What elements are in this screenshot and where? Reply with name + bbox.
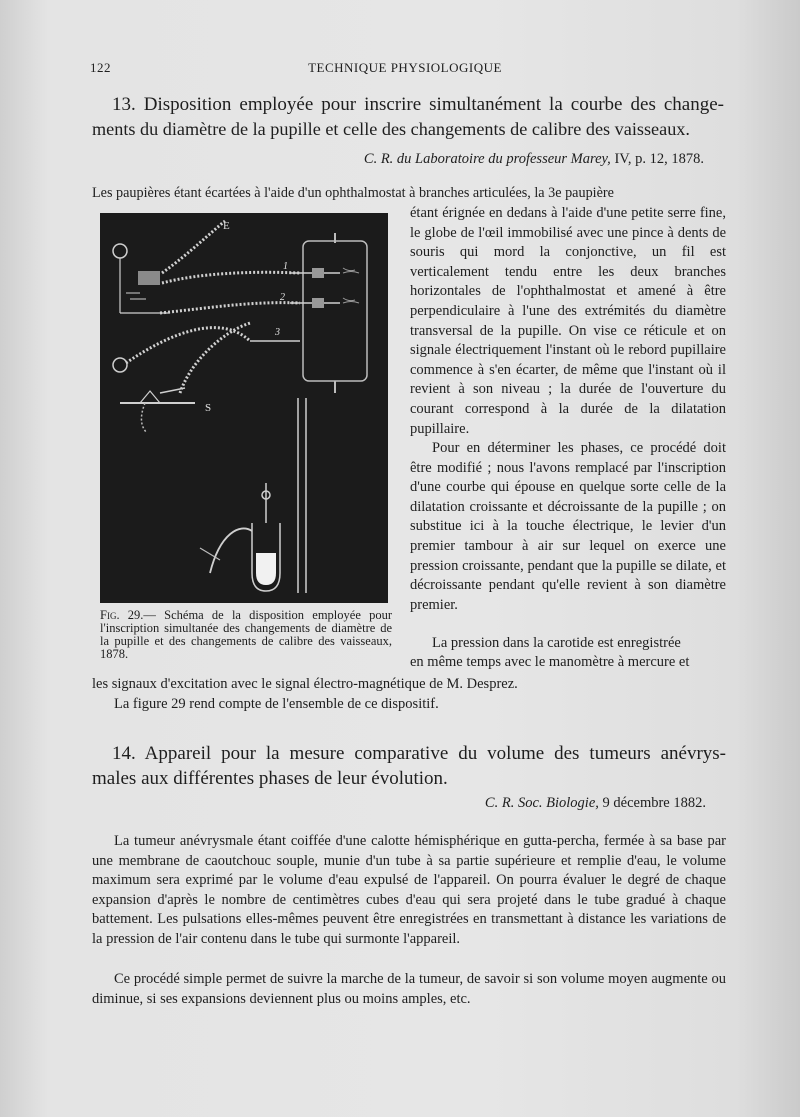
section-14-paragraph-1: La tumeur anévrysmale étant coiffée d'une calotte hémisphérique en gutta-percha, fermée à sa base par une membrane de caoutchouc souple, munie d'un tube à sa partie supérieure et remplie d'eau, le volume maximum sera exprimé par le volume d'eau expulsé de l'appareil. On pourra évaluer le degré de chaque expansion d'après le nombre de centimètres cubes d'eau qui sera projeté dans le tube gradué à chaque battement. Les pulsations elles-mêmes peuvent être enregistrées en transmettant à distance les variations de la pression de l'air contenu dans le tube qui surmonte l'appareil.	[92, 833, 726, 947]
section-13-side-paragraph-1: étant érignée en dedans à l'aide d'une petite serre fine, le globe de l'œil immobilisé avec une pince à dents de souris qui mord la conjonctive, un fil est verticalement tendu entre les deux branches horizontales de l'ophthalmostat et amené à être perpendiculaire à l'une des extrémités du diamètre transversal de la pupille. On vise ce réticule et on signale électriquement l'instant où le rebord pupillaire commence à s'en écarter, de même que l'instant où il revient à son niveau ; la durée de l'ouverture du courant correspond à la durée de la dilatation pupillaire.	[410, 205, 726, 437]
figure-label-s: S	[205, 402, 212, 414]
figure-29-caption-text: — Schéma de la disposition employée pour l'inscription simultanée des changements de diamètre de la pupille et des changements de calibre des vaisseaux, 1878.	[100, 608, 392, 661]
section-13-intro-line: Les paupières étant écartées à l'aide d'un ophthalmostat à branches articulées, la 3e paupière	[92, 185, 614, 201]
section-13-closing-line: La figure 29 rend compte de l'ensemble de ce dispositif.	[114, 696, 439, 712]
section-13-side-paragraph-3-cont: en même temps avec le manomètre à mercure et	[410, 654, 690, 670]
section-13-heading-line-2: ments du diamètre de la pupille et celle des changements de calibre des vaisseaux.	[92, 119, 690, 139]
section-13-reference-source: C. R. du Laboratoire du professeur Marey,	[363, 151, 611, 167]
section-13-reference	[300, 151, 704, 168]
section-14-reference	[300, 795, 706, 812]
section-14-reference-details: 9 décembre 1882.	[598, 795, 706, 811]
running-head	[90, 60, 720, 80]
section-13-heading-line-1: 13. Disposition employée pour inscrire simultanément la courbe des change-	[112, 94, 724, 115]
section-13-side-paragraph-2: Pour en déterminer les phases, ce procédé doit être modifié ; nous l'avons remplacé par l'inscription d'une courbe qui épouse en quelque sorte celle de la dilatation croissante et décroissante de la pupille ; on substitue ici à la touche électrique, le levier d'un premier tambour à air sur lequel on exerce une pression croissante, pendant que la pupille se dilate, et décroissante pendant qu'elle revient à son diamètre premier.	[410, 440, 726, 613]
running-title: TECHNIQUE PHYSIOLOGIQUE	[308, 60, 502, 75]
figure-label-e: E	[223, 220, 230, 232]
figure-label-1: 1	[283, 261, 288, 272]
section-13-full-width-line: les signaux d'excitation avec le signal électro-magnétique de M. Desprez.	[92, 676, 518, 692]
figure-29-caption-label: Fig. 29.	[100, 608, 144, 622]
apparatus-drawing	[100, 213, 388, 603]
section-14-heading-line-1: 14. Appareil pour la mesure comparative du volume des tumeurs anévrys-	[112, 743, 726, 764]
section-14-paragraph-2: Ce procédé simple permet de suivre la marche de la tumeur, de savoir si son volume moyen augmente ou diminue, si ses expansions deviennent plus ou moins amples, etc.	[92, 971, 726, 1007]
figure-label-2: 2	[280, 292, 285, 303]
figure-29-caption	[100, 609, 392, 661]
electromagnet	[138, 271, 160, 285]
section-14-heading-line-2: males aux différentes phases de leur évolution.	[92, 768, 448, 789]
figure-label-3: 3	[275, 327, 280, 338]
section-13-side-paragraph-3: La pression dans la carotide est enregistrée	[432, 635, 681, 651]
page-number: 122	[90, 60, 111, 75]
section-14-reference-source: C. R. Soc. Biologie,	[484, 795, 599, 811]
figure-29-illustration	[100, 213, 388, 603]
section-13-reference-details: IV, p. 12, 1878.	[610, 151, 704, 167]
